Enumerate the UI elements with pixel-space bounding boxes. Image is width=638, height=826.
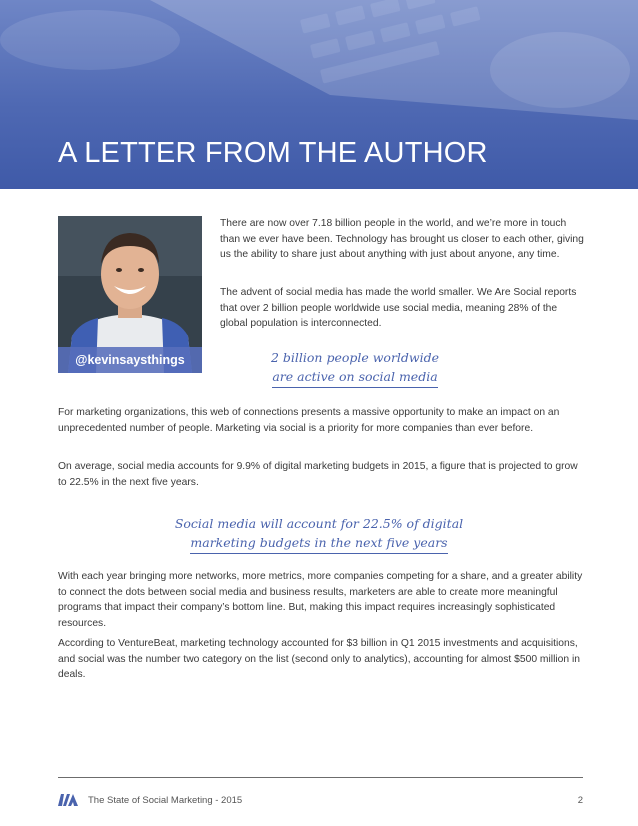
brand-logo-icon bbox=[57, 792, 79, 813]
pull-quote-worldwide bbox=[255, 348, 455, 388]
pull-quote-line: Social media will account for 22.5% of digital bbox=[174, 516, 464, 531]
paragraph-social-reach: The advent of social media has made the world smaller. We Are Social reports that over 2 billion people worldwide use social media, meaning 28% of the global population is interconnected. bbox=[220, 287, 577, 330]
paragraph-budgets: On average, social media accounts for 9.9% of digital marketing budgets in 2015, a figure that is projected to grow to 22.5% in the next five years. bbox=[58, 461, 578, 488]
paragraph-resources: With each year bringing more networks, more metrics, more companies competing for a share, and a greater ability to connect the dots between social media and business results, marketers are able to create more meaningful programs that impact their company’s bottom line. But, making this impact requires increasingly sophisticated resources. bbox=[58, 571, 583, 629]
page-number: 2 bbox=[577, 795, 583, 806]
pull-quote-line: are active on social media bbox=[272, 367, 437, 388]
pull-quote-budgets bbox=[118, 514, 520, 554]
page-title: A LETTER FROM THE AUTHOR bbox=[58, 137, 488, 169]
author-handle: @kevinsaysthings bbox=[58, 347, 202, 373]
paragraph-venturebeat: According to VentureBeat, marketing technology accounted for $3 billion in Q1 2015 investments and acquisitions, and social was the number two category on the list (second only to analytics), accounting for almost $500 million in deals. bbox=[58, 638, 580, 681]
paragraph-opportunity: For marketing organizations, this web of connections presents a massive opportunity to make an impact on an unprecedented number of people. Marketing via social is a priority for more companies than ever before. bbox=[58, 407, 560, 434]
header-banner bbox=[0, 0, 638, 189]
footer-title: The State of Social Marketing - 2015 bbox=[88, 795, 243, 806]
pull-quote-line: 2 billion people worldwide bbox=[270, 350, 440, 365]
paragraph-intro: There are now over 7.18 billion people in the world, and we’re more in touch than we ever have been. Technology has brought us closer to each other, giving us the ability to share just about anything with just about anyone, any time. bbox=[220, 218, 584, 261]
author-photo bbox=[58, 216, 202, 373]
pull-quote-line: marketing budgets in the next five years bbox=[190, 533, 447, 554]
footer-divider bbox=[58, 777, 583, 778]
